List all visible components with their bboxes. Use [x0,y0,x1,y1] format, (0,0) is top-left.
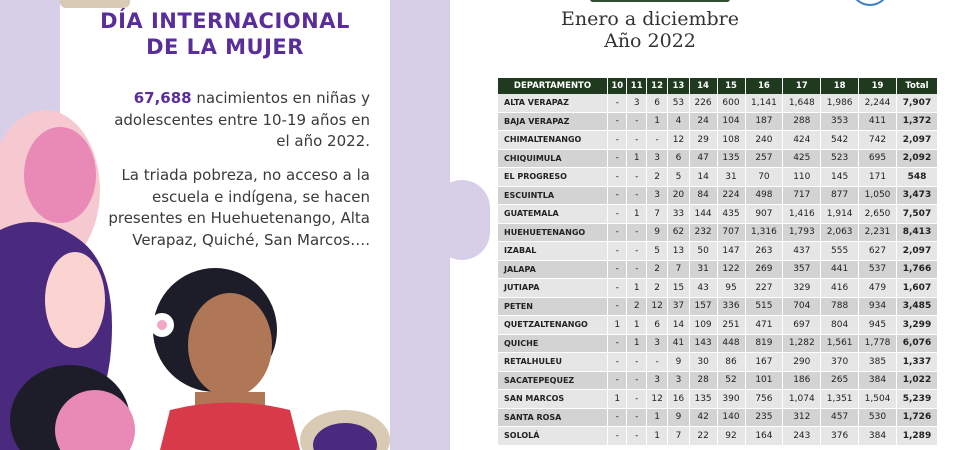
value-cell: - [608,186,627,205]
total-cell: 2,097 [896,131,937,150]
value-cell: 3 [646,371,667,390]
department-cell: HUEHUETENANGO [498,223,608,242]
institution-logo [850,0,890,6]
value-cell: 1,050 [859,186,897,205]
value-cell: 109 [689,316,717,335]
value-cell: 104 [717,112,745,131]
value-cell: 1,416 [783,205,821,224]
value-cell: 498 [745,186,783,205]
column-header: 10 [608,78,627,94]
value-cell: 707 [717,223,745,242]
value-cell: 22 [689,427,717,446]
value-cell: 37 [668,297,689,316]
value-cell: 907 [745,205,783,224]
column-header: 12 [646,78,667,94]
value-cell: 187 [745,112,783,131]
value-cell: - [608,149,627,168]
value-cell: - [627,186,646,205]
value-cell: 336 [717,297,745,316]
value-cell: - [627,131,646,150]
poster-title-line1: DÍA INTERNACIONAL [100,9,350,33]
value-cell: 3 [646,149,667,168]
births-by-department-table [498,78,938,446]
value-cell: - [608,408,627,427]
value-cell: 448 [717,334,745,353]
table-row [498,94,938,112]
value-cell: 1,561 [821,334,859,353]
poster-title-line2: DE LA MUJER [146,35,304,59]
period-label: Enero a diciembre [561,8,739,30]
value-cell: 312 [783,408,821,427]
value-cell: - [608,279,627,298]
value-cell: 7 [668,260,689,279]
girl-left-hair [24,127,96,223]
total-cell: 5,239 [896,390,937,409]
value-cell: 542 [821,131,859,150]
value-cell: - [646,131,667,150]
value-cell: 30 [689,353,717,372]
value-cell: - [627,168,646,187]
value-cell: - [608,427,627,446]
value-cell: 33 [668,205,689,224]
value-cell: 186 [783,371,821,390]
value-cell: 15 [668,279,689,298]
value-cell: 24 [689,112,717,131]
total-cell: 548 [896,168,937,187]
value-cell: 1,504 [859,390,897,409]
value-cell: 877 [821,186,859,205]
value-cell: 1,914 [821,205,859,224]
value-cell: 9 [668,408,689,427]
value-cell: - [627,353,646,372]
total-cell: 2,092 [896,149,937,168]
value-cell: 145 [821,168,859,187]
value-cell: 1 [627,149,646,168]
stat-number: 67,688 [133,89,192,107]
column-header: 13 [668,78,689,94]
stat-text: nacimientos en niñas y adolescentes entre 10-19 años en el año 2022. [114,89,370,150]
value-cell: 257 [745,149,783,168]
value-cell: 3 [668,371,689,390]
value-cell: 13 [668,242,689,261]
value-cell: 411 [859,112,897,131]
value-cell: - [627,112,646,131]
table-body [498,94,938,445]
value-cell: 3 [627,94,646,112]
total-cell: 2,097 [896,242,937,261]
value-cell: - [608,242,627,261]
department-cell: CHIMALTENANGO [498,131,608,150]
table-row [498,168,938,187]
department-cell: BAJA VERAPAZ [498,112,608,131]
value-cell: 390 [717,390,745,409]
value-cell: 416 [821,279,859,298]
total-cell: 1,337 [896,353,937,372]
value-cell: 14 [689,168,717,187]
value-cell: 1,141 [745,94,783,112]
value-cell: 5 [646,242,667,261]
column-header: 14 [689,78,717,94]
context-paragraph: La triada pobreza, no acceso a la escuela e indígena, se hacen presentes en Huehuetenango, Alta Verapaz, Quiché, San Marcos…. [108,166,370,249]
value-cell: - [608,353,627,372]
value-cell: 1,074 [783,390,821,409]
value-cell: 62 [668,223,689,242]
value-cell: 1 [627,279,646,298]
table-row [498,334,938,353]
value-cell: - [627,371,646,390]
value-cell: 1 [608,316,627,335]
total-cell: 3,299 [896,316,937,335]
value-cell: 370 [821,353,859,372]
total-cell: 1,766 [896,260,937,279]
value-cell: 1,793 [783,223,821,242]
table-row [498,371,938,390]
value-cell: 265 [821,371,859,390]
value-cell: - [627,390,646,409]
value-cell: - [627,223,646,242]
table-row [498,260,938,279]
value-cell: 31 [689,260,717,279]
value-cell: 108 [717,131,745,150]
value-cell: 110 [783,168,821,187]
value-cell: 3 [646,334,667,353]
table-row [498,112,938,131]
value-cell: 9 [646,223,667,242]
value-cell: 2,063 [821,223,859,242]
value-cell: 357 [783,260,821,279]
value-cell: 384 [859,371,897,390]
total-cell: 7,507 [896,205,937,224]
value-cell: 28 [689,371,717,390]
department-cell: JUTIAPA [498,279,608,298]
column-header: 11 [627,78,646,94]
value-cell: 2 [646,279,667,298]
total-cell: 1,726 [896,408,937,427]
value-cell: 717 [783,186,821,205]
total-cell: 3,485 [896,297,937,316]
value-cell: 1,648 [783,94,821,112]
department-cell: EL PROGRESO [498,168,608,187]
value-cell: 2 [646,168,667,187]
table-row [498,131,938,150]
department-cell: GUATEMALA [498,205,608,224]
value-cell: - [627,427,646,446]
total-cell: 6,076 [896,334,937,353]
department-cell: ALTA VERAPAZ [498,94,608,112]
value-cell: 167 [745,353,783,372]
value-cell: 788 [821,297,859,316]
value-cell: - [608,260,627,279]
header-strip [590,0,730,2]
value-cell: 135 [717,149,745,168]
value-cell: 7 [646,205,667,224]
column-header: 16 [745,78,783,94]
value-cell: 227 [745,279,783,298]
value-cell: 171 [859,168,897,187]
total-cell: 7,907 [896,94,937,112]
table-row [498,316,938,335]
girl-center-dress [160,403,300,450]
value-cell: 819 [745,334,783,353]
value-cell: 41 [668,334,689,353]
value-cell: 1,351 [821,390,859,409]
table-row [498,427,938,446]
column-header: 18 [821,78,859,94]
value-cell: 232 [689,223,717,242]
value-cell: 2 [627,297,646,316]
value-cell: 704 [783,297,821,316]
value-cell: 7 [668,427,689,446]
table-row [498,149,938,168]
department-cell: RETALHULEU [498,353,608,372]
column-header: 15 [717,78,745,94]
value-cell: 20 [668,186,689,205]
value-cell: 240 [745,131,783,150]
value-cell: 86 [717,353,745,372]
value-cell: 384 [859,427,897,446]
table-row [498,390,938,409]
value-cell: - [608,168,627,187]
puzzle-knob-shape [434,180,490,260]
department-cell: PETEN [498,297,608,316]
value-cell: 627 [859,242,897,261]
value-cell: 29 [689,131,717,150]
value-cell: 6 [646,94,667,112]
value-cell: 756 [745,390,783,409]
value-cell: 530 [859,408,897,427]
value-cell: 92 [717,427,745,446]
total-cell: 1,289 [896,427,937,446]
value-cell: 144 [689,205,717,224]
value-cell: 12 [668,131,689,150]
value-cell: 9 [668,353,689,372]
department-cell: QUICHE [498,334,608,353]
total-cell: 1,022 [896,371,937,390]
value-cell: 479 [859,279,897,298]
value-cell: - [608,334,627,353]
value-cell: - [608,371,627,390]
value-cell: 2,650 [859,205,897,224]
value-cell: - [608,205,627,224]
value-cell: 515 [745,297,783,316]
value-cell: 140 [717,408,745,427]
value-cell: 95 [717,279,745,298]
value-cell: 5 [668,168,689,187]
value-cell: - [627,408,646,427]
value-cell: 437 [783,242,821,261]
value-cell: 695 [859,149,897,168]
value-cell: 804 [821,316,859,335]
table-row [498,408,938,427]
value-cell: 376 [821,427,859,446]
column-header: 17 [783,78,821,94]
value-cell: 290 [783,353,821,372]
department-cell: SANTA ROSA [498,408,608,427]
value-cell: 235 [745,408,783,427]
value-cell: - [608,297,627,316]
total-cell: 8,413 [896,223,937,242]
value-cell: 12 [646,390,667,409]
value-cell: 1,316 [745,223,783,242]
value-cell: 697 [783,316,821,335]
value-cell: 164 [745,427,783,446]
value-cell: 457 [821,408,859,427]
table-row [498,353,938,372]
department-cell: IZABAL [498,242,608,261]
column-header: Total [896,78,937,94]
table-row [498,297,938,316]
column-header: DEPARTAMENTO [498,78,608,94]
value-cell: 523 [821,149,859,168]
value-cell: 425 [783,149,821,168]
value-cell: 53 [668,94,689,112]
total-cell: 3,473 [896,186,937,205]
value-cell: 1,282 [783,334,821,353]
value-cell: 353 [821,112,859,131]
table-header-row [498,78,938,94]
value-cell: 84 [689,186,717,205]
department-cell: SAN MARCOS [498,390,608,409]
value-cell: 224 [717,186,745,205]
value-cell: 2,231 [859,223,897,242]
department-cell: CHIQUIMULA [498,149,608,168]
table-row [498,279,938,298]
value-cell: - [608,131,627,150]
value-cell: 934 [859,297,897,316]
value-cell: - [627,242,646,261]
value-cell: 385 [859,353,897,372]
value-cell: 269 [745,260,783,279]
department-cell: QUETZALTENANGO [498,316,608,335]
value-cell: 263 [745,242,783,261]
value-cell: 43 [689,279,717,298]
total-cell: 1,372 [896,112,937,131]
value-cell: 742 [859,131,897,150]
value-cell: 2,244 [859,94,897,112]
value-cell: 16 [668,390,689,409]
value-cell: 14 [668,316,689,335]
value-cell: 288 [783,112,821,131]
table-row [498,186,938,205]
value-cell: 12 [646,297,667,316]
value-cell: - [627,260,646,279]
value-cell: 555 [821,242,859,261]
value-cell: 424 [783,131,821,150]
value-cell: - [608,112,627,131]
value-cell: 1,778 [859,334,897,353]
value-cell: 135 [689,390,717,409]
value-cell: 1 [608,390,627,409]
value-cell: 2 [646,260,667,279]
value-cell: 1 [627,316,646,335]
value-cell: 537 [859,260,897,279]
value-cell: 243 [783,427,821,446]
value-cell: 6 [646,316,667,335]
value-cell: 4 [668,112,689,131]
stat-paragraph [100,88,370,153]
value-cell: 226 [689,94,717,112]
value-cell: - [608,223,627,242]
table-row [498,205,938,224]
value-cell: 50 [689,242,717,261]
department-cell: JALAPA [498,260,608,279]
girl-center-face [188,293,272,397]
value-cell: 1 [646,408,667,427]
department-cell: ESCUINTLA [498,186,608,205]
value-cell: 101 [745,371,783,390]
value-cell: 157 [689,297,717,316]
value-cell: 47 [689,149,717,168]
table-row [498,223,938,242]
scroll-decoration [60,0,130,8]
value-cell: - [646,353,667,372]
value-cell: 42 [689,408,717,427]
value-cell: 6 [668,149,689,168]
total-cell: 1,607 [896,279,937,298]
value-cell: 471 [745,316,783,335]
value-cell: 1 [646,112,667,131]
value-cell: 3 [646,186,667,205]
value-cell: - [608,94,627,112]
value-cell: 441 [821,260,859,279]
value-cell: 143 [689,334,717,353]
value-cell: 31 [717,168,745,187]
value-cell: 251 [717,316,745,335]
department-cell: SACATEPEQUEZ [498,371,608,390]
value-cell: 1 [646,427,667,446]
value-cell: 70 [745,168,783,187]
table-row [498,242,938,261]
girl-purple-face [45,252,105,348]
department-cell: SOLOLÁ [498,427,608,446]
year-label: Año 2022 [604,30,696,52]
column-header: 19 [859,78,897,94]
value-cell: 147 [717,242,745,261]
value-cell: 1,986 [821,94,859,112]
value-cell: 1 [627,205,646,224]
value-cell: 122 [717,260,745,279]
value-cell: 52 [717,371,745,390]
value-cell: 1 [627,334,646,353]
value-cell: 945 [859,316,897,335]
value-cell: 329 [783,279,821,298]
value-cell: 600 [717,94,745,112]
value-cell: 435 [717,205,745,224]
